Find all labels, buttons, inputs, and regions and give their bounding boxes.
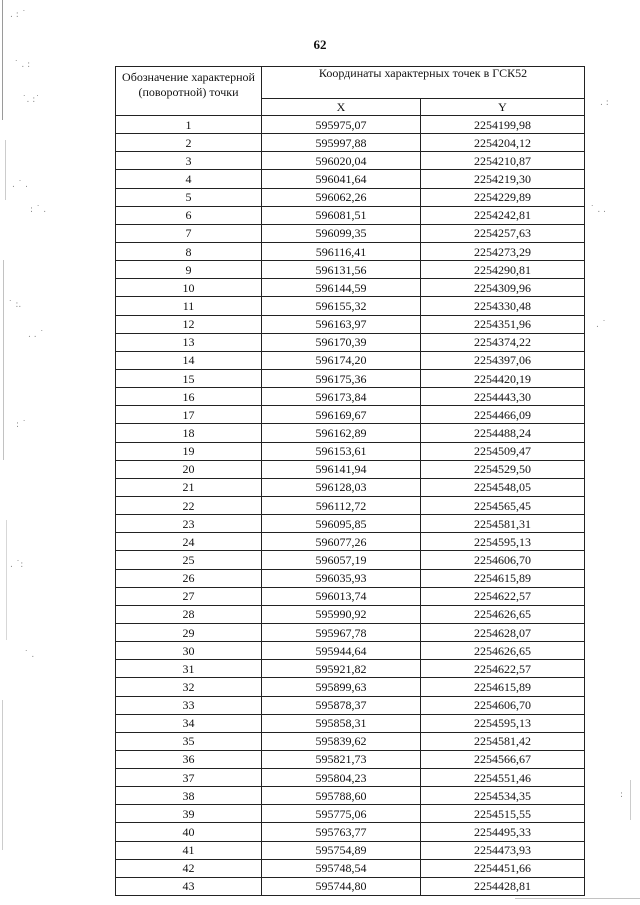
x-coordinate-cell: 595748,54	[262, 859, 421, 877]
table-row	[116, 732, 585, 750]
x-coordinate-cell: 596153,61	[262, 442, 421, 460]
y-coordinate-cell: 2254581,42	[421, 732, 585, 750]
y-coordinate-cell: 2254229,89	[421, 188, 585, 206]
table-row	[116, 297, 585, 315]
x-column-header: X	[262, 99, 421, 116]
table-row	[116, 841, 585, 859]
point-number-cell: 1	[116, 116, 262, 134]
table-row	[116, 261, 585, 279]
table-row	[116, 642, 585, 660]
table-row	[116, 478, 585, 496]
point-number-cell: 25	[116, 551, 262, 569]
y-coordinate-cell: 2254529,50	[421, 460, 585, 478]
x-coordinate-cell: 596128,03	[262, 478, 421, 496]
x-coordinate-cell: 596013,74	[262, 587, 421, 605]
x-coordinate-cell: 595967,78	[262, 623, 421, 641]
x-coordinate-cell: 596116,41	[262, 242, 421, 260]
point-number-cell: 18	[116, 424, 262, 442]
point-number-cell: 13	[116, 333, 262, 351]
y-coordinate-cell: 2254581,31	[421, 515, 585, 533]
table-row	[116, 152, 585, 170]
table-row	[116, 315, 585, 333]
point-number-cell: 31	[116, 660, 262, 678]
point-number-cell: 40	[116, 823, 262, 841]
point-number-cell: 3	[116, 152, 262, 170]
point-number-cell: 16	[116, 388, 262, 406]
y-coordinate-cell: 2254204,12	[421, 134, 585, 152]
y-coordinate-cell: 2254273,29	[421, 242, 585, 260]
y-coordinate-cell: 2254509,47	[421, 442, 585, 460]
y-coordinate-cell: 2254548,05	[421, 478, 585, 496]
x-coordinate-cell: 596170,39	[262, 333, 421, 351]
y-coordinate-cell: 2254428,81	[421, 877, 585, 895]
y-coordinate-cell: 2254515,55	[421, 805, 585, 823]
point-number-cell: 15	[116, 369, 262, 387]
x-coordinate-cell: 596144,59	[262, 279, 421, 297]
point-number-cell: 43	[116, 877, 262, 895]
table-row	[116, 388, 585, 406]
y-coordinate-cell: 2254488,24	[421, 424, 585, 442]
table-row	[116, 587, 585, 605]
table-row	[116, 877, 585, 895]
point-number-cell: 41	[116, 841, 262, 859]
point-number-cell: 20	[116, 460, 262, 478]
table-row	[116, 442, 585, 460]
y-coordinate-cell: 2254595,13	[421, 714, 585, 732]
y-coordinate-cell: 2254615,89	[421, 569, 585, 587]
x-coordinate-cell: 595744,80	[262, 877, 421, 895]
table-row	[116, 714, 585, 732]
table-row	[116, 805, 585, 823]
x-coordinate-cell: 596077,26	[262, 533, 421, 551]
table-row	[116, 678, 585, 696]
point-number-cell: 12	[116, 315, 262, 333]
y-coordinate-cell: 2254626,65	[421, 642, 585, 660]
x-coordinate-cell: 595763,77	[262, 823, 421, 841]
y-coordinate-cell: 2254622,57	[421, 587, 585, 605]
x-coordinate-cell: 595804,23	[262, 769, 421, 787]
x-coordinate-cell: 596162,89	[262, 424, 421, 442]
table-row	[116, 605, 585, 623]
point-number-cell: 26	[116, 569, 262, 587]
point-number-cell: 34	[116, 714, 262, 732]
y-coordinate-cell: 2254451,66	[421, 859, 585, 877]
x-coordinate-cell: 595878,37	[262, 696, 421, 714]
x-coordinate-cell: 596041,64	[262, 170, 421, 188]
table-row	[116, 206, 585, 224]
point-number-cell: 29	[116, 623, 262, 641]
y-coordinate-cell: 2254466,09	[421, 406, 585, 424]
y-coordinate-cell: 2254374,22	[421, 333, 585, 351]
x-coordinate-cell: 596155,32	[262, 297, 421, 315]
y-coordinate-cell: 2254606,70	[421, 696, 585, 714]
table-row	[116, 569, 585, 587]
point-number-cell: 21	[116, 478, 262, 496]
y-coordinate-cell: 2254290,81	[421, 261, 585, 279]
point-number-cell: 30	[116, 642, 262, 660]
y-coordinate-cell: 2254534,35	[421, 787, 585, 805]
point-number-cell: 9	[116, 261, 262, 279]
table-row	[116, 623, 585, 641]
table-row	[116, 333, 585, 351]
point-number-cell: 24	[116, 533, 262, 551]
x-coordinate-cell: 595921,82	[262, 660, 421, 678]
point-number-cell: 8	[116, 242, 262, 260]
table-row	[116, 660, 585, 678]
table-row	[116, 369, 585, 387]
coordinates-table	[115, 66, 585, 896]
point-number-cell: 27	[116, 587, 262, 605]
table-row	[116, 188, 585, 206]
point-number-cell: 14	[116, 351, 262, 369]
x-coordinate-cell: 596020,04	[262, 152, 421, 170]
point-number-cell: 19	[116, 442, 262, 460]
point-number-cell: 17	[116, 406, 262, 424]
table-row	[116, 279, 585, 297]
point-number-cell: 39	[116, 805, 262, 823]
x-coordinate-cell: 596099,35	[262, 224, 421, 242]
table-row	[116, 460, 585, 478]
y-coordinate-cell: 2254622,57	[421, 660, 585, 678]
point-number-cell: 10	[116, 279, 262, 297]
x-coordinate-cell: 595899,63	[262, 678, 421, 696]
point-number-cell: 35	[116, 732, 262, 750]
page-number: 62	[313, 37, 327, 52]
x-coordinate-cell: 596095,85	[262, 515, 421, 533]
y-coordinate-cell: 2254626,65	[421, 605, 585, 623]
y-coordinate-cell: 2254242,81	[421, 206, 585, 224]
y-coordinate-cell: 2254420,19	[421, 369, 585, 387]
y-coordinate-cell: 2254551,46	[421, 769, 585, 787]
y-coordinate-cell: 2254628,07	[421, 623, 585, 641]
table-row	[116, 859, 585, 877]
point-number-cell: 37	[116, 769, 262, 787]
table-row	[116, 750, 585, 768]
table-row	[116, 823, 585, 841]
table-row	[116, 351, 585, 369]
table-body	[116, 116, 585, 896]
y-coordinate-cell: 2254219,30	[421, 170, 585, 188]
y-coordinate-cell: 2254565,45	[421, 496, 585, 514]
point-number-cell: 4	[116, 170, 262, 188]
point-designation-header: Обозначение характерной (поворотной) точки	[116, 67, 262, 116]
y-coordinate-cell: 2254257,63	[421, 224, 585, 242]
table-row	[116, 533, 585, 551]
x-coordinate-cell: 595754,89	[262, 841, 421, 859]
x-coordinate-cell: 596062,26	[262, 188, 421, 206]
point-number-cell: 22	[116, 496, 262, 514]
table-row	[116, 170, 585, 188]
table-row	[116, 242, 585, 260]
x-coordinate-cell: 596131,56	[262, 261, 421, 279]
x-coordinate-cell: 595944,64	[262, 642, 421, 660]
y-coordinate-cell: 2254566,67	[421, 750, 585, 768]
point-number-cell: 28	[116, 605, 262, 623]
point-number-cell: 11	[116, 297, 262, 315]
table-row	[116, 769, 585, 787]
point-number-cell: 2	[116, 134, 262, 152]
x-coordinate-cell: 595775,06	[262, 805, 421, 823]
y-coordinate-cell: 2254495,33	[421, 823, 585, 841]
table-row	[116, 515, 585, 533]
table-row	[116, 696, 585, 714]
coordinates-header: Координаты характерных точек в ГСК52	[262, 67, 585, 99]
x-coordinate-cell: 596174,20	[262, 351, 421, 369]
x-coordinate-cell: 595821,73	[262, 750, 421, 768]
x-coordinate-cell: 596175,36	[262, 369, 421, 387]
y-coordinate-cell: 2254606,70	[421, 551, 585, 569]
table-row	[116, 787, 585, 805]
table-row	[116, 116, 585, 134]
table-row	[116, 134, 585, 152]
table-row	[116, 551, 585, 569]
x-coordinate-cell: 596173,84	[262, 388, 421, 406]
x-coordinate-cell: 596169,67	[262, 406, 421, 424]
point-number-cell: 7	[116, 224, 262, 242]
x-coordinate-cell: 595858,31	[262, 714, 421, 732]
x-coordinate-cell: 595788,60	[262, 787, 421, 805]
y-column-header: Y	[421, 99, 585, 116]
x-coordinate-cell: 595839,62	[262, 732, 421, 750]
point-number-cell: 23	[116, 515, 262, 533]
y-coordinate-cell: 2254309,96	[421, 279, 585, 297]
y-coordinate-cell: 2254595,13	[421, 533, 585, 551]
y-coordinate-cell: 2254210,87	[421, 152, 585, 170]
y-coordinate-cell: 2254330,48	[421, 297, 585, 315]
point-number-cell: 36	[116, 750, 262, 768]
y-coordinate-cell: 2254351,96	[421, 315, 585, 333]
table-row	[116, 406, 585, 424]
x-coordinate-cell: 596057,19	[262, 551, 421, 569]
table-row	[116, 224, 585, 242]
x-coordinate-cell: 596163,97	[262, 315, 421, 333]
x-coordinate-cell: 596081,51	[262, 206, 421, 224]
point-number-cell: 33	[116, 696, 262, 714]
y-coordinate-cell: 2254473,93	[421, 841, 585, 859]
x-coordinate-cell: 595997,88	[262, 134, 421, 152]
y-coordinate-cell: 2254615,89	[421, 678, 585, 696]
x-coordinate-cell: 595975,07	[262, 116, 421, 134]
x-coordinate-cell: 596141,94	[262, 460, 421, 478]
point-number-cell: 38	[116, 787, 262, 805]
y-coordinate-cell: 2254397,06	[421, 351, 585, 369]
point-number-cell: 32	[116, 678, 262, 696]
x-coordinate-cell: 596112,72	[262, 496, 421, 514]
y-coordinate-cell: 2254443,30	[421, 388, 585, 406]
y-coordinate-cell: 2254199,98	[421, 116, 585, 134]
table-row	[116, 424, 585, 442]
x-coordinate-cell: 596035,93	[262, 569, 421, 587]
table-row	[116, 496, 585, 514]
point-number-cell: 6	[116, 206, 262, 224]
x-coordinate-cell: 595990,92	[262, 605, 421, 623]
point-number-cell: 42	[116, 859, 262, 877]
point-number-cell: 5	[116, 188, 262, 206]
